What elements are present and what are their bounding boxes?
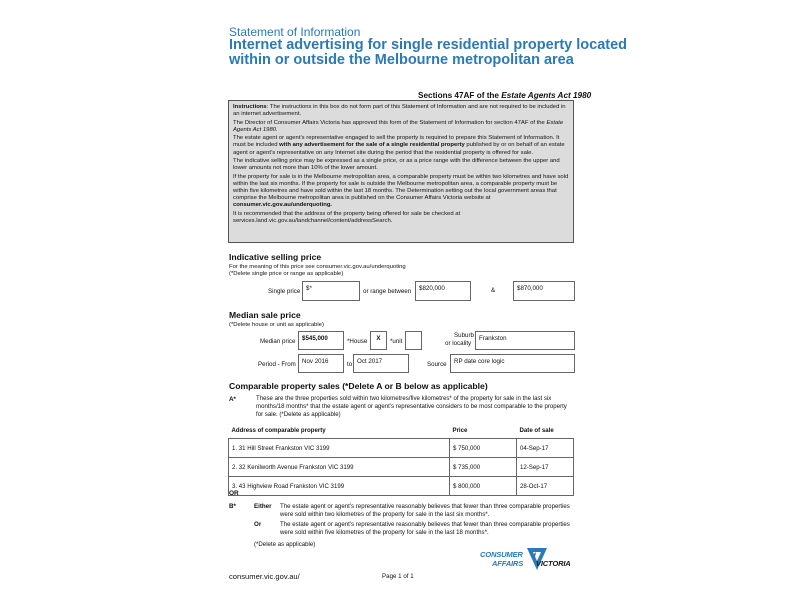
range-high-field[interactable]: $870,000: [513, 281, 575, 301]
logo-line1: CONSUMER: [480, 550, 523, 559]
median-price-field[interactable]: $545,000: [298, 331, 344, 350]
col-address: Address of comparable property: [229, 422, 450, 439]
instructions-p5-link: consumer.vic.gov.au/underquoting.: [233, 202, 333, 209]
cell-price: $ 800,000: [450, 477, 517, 496]
instructions-p3-post: published by or on behalf of an estate agent or agent’s representative on any Internet site during the period that the residential property is offered for sale.: [233, 142, 565, 156]
suburb-label: Suburb: [454, 332, 474, 339]
instructions-p5: If the property for sale is in the Melbourne metropolitan area, a comparable property must be within two kilometres and have sold within the last six months. If the property for sale is outside the Melbourne metropolitan area, a comparable property must be within five kilometres and have sold within the last 18 months. The Determination setting out the local government areas that comprise the Melbourne metropolitan area is published on the Consumer Affairs Victoria website at: [233, 173, 569, 202]
cell-date: 04-Sep-17: [517, 439, 574, 458]
comparable-table: [228, 422, 574, 496]
single-price-field[interactable]: $*: [302, 281, 360, 301]
median-note: (*Delete house or unit as applicable): [229, 322, 324, 328]
either-label: Either: [254, 503, 272, 510]
sections-reference: [418, 91, 592, 100]
unit-checkbox[interactable]: [405, 331, 422, 350]
col-date: Date of sale: [517, 422, 574, 439]
option-a-mark: A*: [229, 396, 236, 403]
logo-line2b: VICTORIA: [536, 559, 571, 568]
range-ampersand: &: [491, 287, 496, 294]
instructions-p3: The estate agent or agent’s representative engaged to sell the property is required to prepare this Statement of Information. It must be included: [233, 135, 560, 149]
unit-label: *unit: [390, 338, 403, 345]
table-row: [229, 477, 574, 496]
instructions-p2: The Director of Consumer Affairs Victoria has approved this form of the Statement of Information for section 47AF of the: [233, 119, 547, 126]
instructions-box: [228, 100, 574, 243]
cell-date: 28-Oct-17: [517, 477, 574, 496]
median-heading: Median sale price: [229, 310, 301, 320]
footer-page-number: Page 1 of 1: [382, 573, 414, 580]
house-checkbox[interactable]: X: [370, 331, 387, 350]
period-label: Period - From: [258, 361, 296, 368]
cell-price: $ 750,000: [450, 439, 517, 458]
logo-line2a: AFFAIRS: [492, 559, 524, 568]
median-price-label: Median price: [260, 338, 296, 345]
period-to-label: to: [347, 361, 353, 368]
range-label: or range between: [363, 288, 412, 295]
or-label: Or: [254, 521, 262, 528]
table-row: [229, 439, 574, 458]
delete-note: (*Delete as applicable): [254, 541, 316, 548]
instructions-p2-act: Estate Agents Act 1980.: [233, 119, 564, 133]
page-title: Internet advertising for single residential property located within or outside the Melbourne metropolitan area: [229, 37, 628, 68]
cell-address: 2. 32 Kenilworth Avenue Frankston VIC 3199: [229, 458, 450, 477]
instructions-p4: The indicative selling price may be expressed as a single price, or as a price range with the difference between the upper and lower amounts not more than 10% of the lower amount.: [233, 158, 560, 172]
either-text: The estate agent or agent’s representative reasonably believes that fewer than three comparable properties were sold within two kilometres of the property for sale in the last six months*.: [280, 503, 570, 518]
option-a-text: These are the three properties sold within two kilometres/five kilometres* of the property for sale in the last six months/18 months* that the estate agent or agent’s representative considers to be most comparable to the property for sale. (*Delete as applicable): [256, 395, 567, 418]
sections-prefix: Sections 47AF of the: [418, 91, 502, 100]
cell-address: 1. 31 Hill Street Frankston VIC 3199: [229, 439, 450, 458]
suburb-field[interactable]: Frankston: [475, 331, 575, 350]
locality-label: or locality: [445, 340, 472, 347]
consumer-affairs-logo: [478, 546, 574, 574]
form-kicker: Statement of Information: [229, 25, 361, 39]
instructions-p1: : The instructions in this box do not form part of this Statement of Information and are not required to be included in an internet advertisement.: [233, 104, 566, 118]
indicative-delete-note: (*Delete single price or range as applicable): [229, 271, 344, 277]
cell-price: $ 735,000: [450, 458, 517, 477]
indicative-note: For the meaning of this price see consumer.vic.gov.au/underquoting: [229, 264, 406, 270]
source-label: Source: [427, 361, 447, 368]
range-low-field[interactable]: $820,000: [415, 281, 471, 301]
instructions-p3-bold: with any advertisement for the sale of a single residential property: [279, 142, 465, 149]
single-price-label: Single price: [268, 288, 301, 295]
house-label: *House: [347, 338, 368, 345]
instructions-label: Instructions: [233, 104, 267, 110]
period-from-field[interactable]: Nov 2016: [298, 354, 344, 373]
source-field[interactable]: RP date core logic: [450, 354, 575, 373]
sections-act: Estate Agents Act 1980: [501, 91, 592, 100]
or-text: The estate agent or agent’s representative reasonably believes that fewer than three comparable properties were sold within five kilometres of the property for sale in the last 18 months*.: [280, 521, 570, 536]
instructions-p6: It is recommended that the address of the property being offered for sale be checked at services.land.vic.gov.au/landchannel/content/addressSearch.: [233, 210, 461, 224]
option-b-mark: B*: [229, 503, 236, 510]
table-row: [229, 458, 574, 477]
cell-date: 12-Sep-17: [517, 458, 574, 477]
cell-address: 3. 43 Highview Road Frankston VIC 3199: [229, 477, 450, 496]
or-separator: OR: [229, 490, 239, 497]
col-price: Price: [450, 422, 517, 439]
comparable-heading: Comparable property sales (*Delete A or B below as applicable): [229, 381, 488, 391]
indicative-heading: Indicative selling price: [229, 252, 322, 262]
period-to-field[interactable]: Oct 2017: [353, 354, 409, 373]
footer-url: consumer.vic.gov.au/: [229, 572, 300, 581]
